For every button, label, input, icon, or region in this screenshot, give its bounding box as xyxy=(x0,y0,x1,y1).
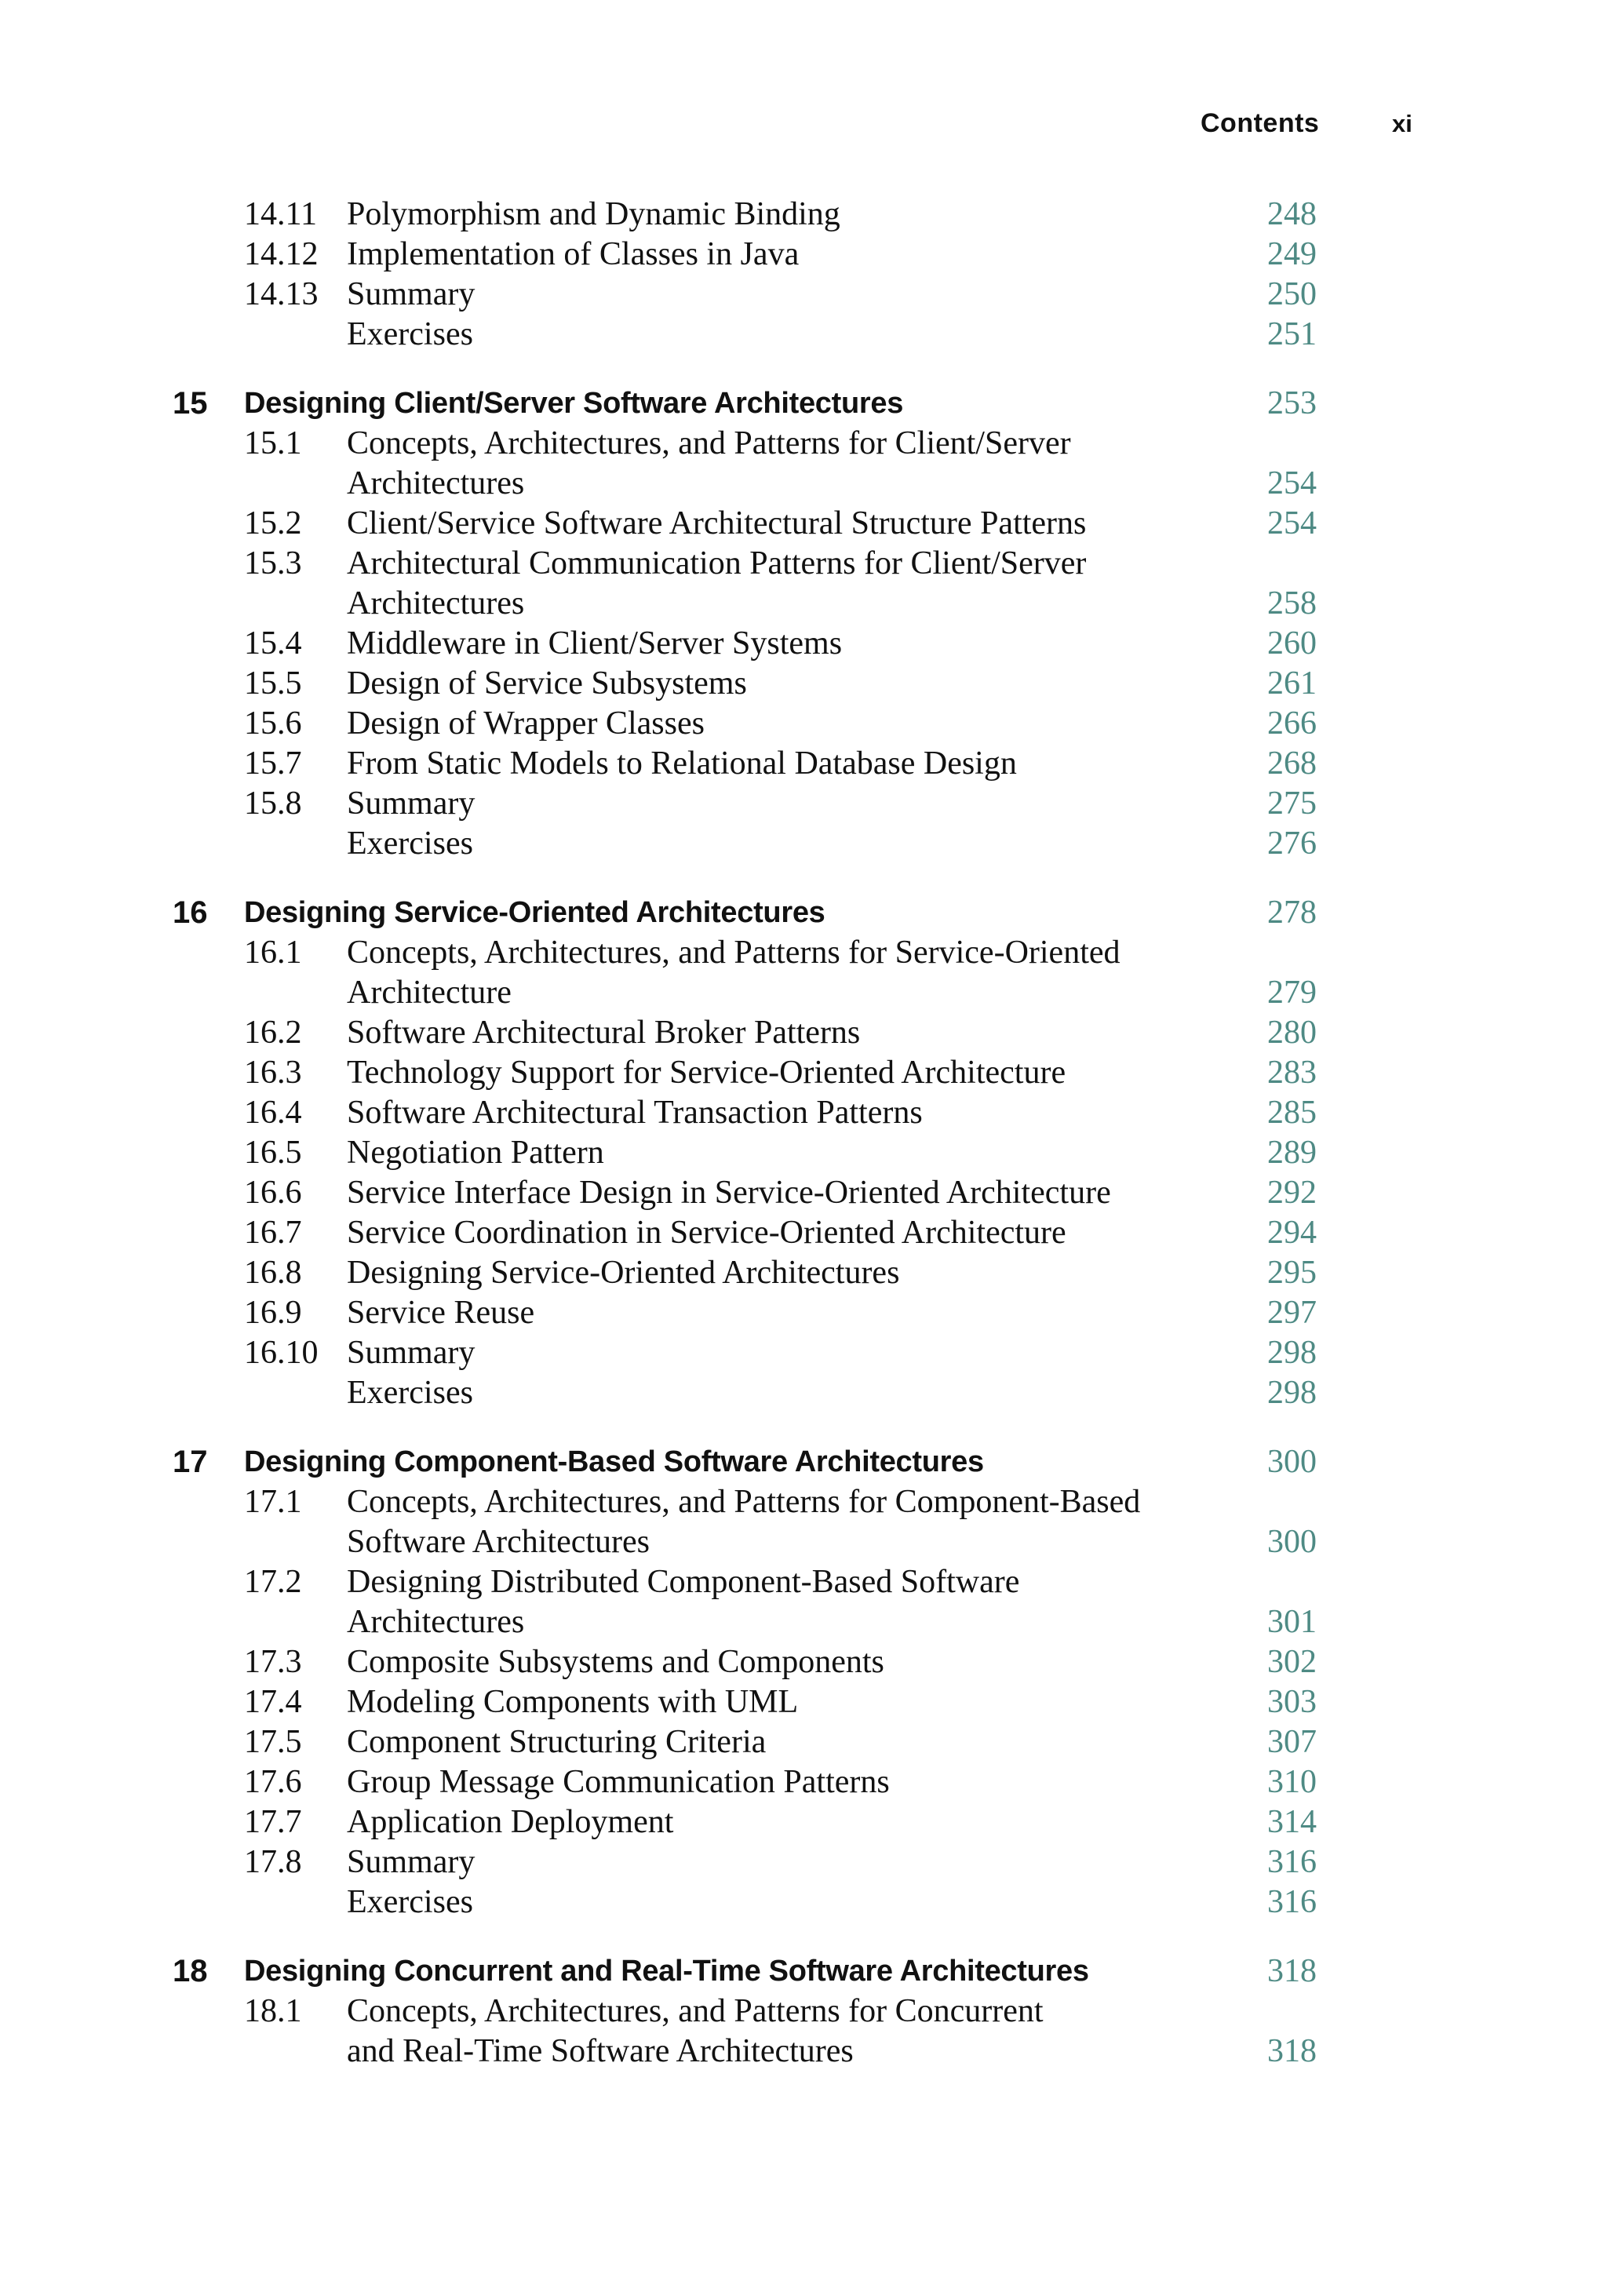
toc-entry[interactable] xyxy=(0,933,1607,973)
toc-entry-continuation[interactable] xyxy=(0,1522,1607,1562)
section-number: 15.2 xyxy=(244,505,302,541)
section-title: Group Message Communication Patterns xyxy=(347,1764,890,1800)
page-number: 260 xyxy=(1267,625,1317,661)
section-title: Exercises xyxy=(347,825,473,862)
section-title: Exercises xyxy=(347,1375,473,1411)
toc-entry[interactable] xyxy=(0,784,1607,824)
toc-entry[interactable] xyxy=(0,315,1607,355)
section-number: 15.4 xyxy=(244,625,302,661)
section-number: 18.1 xyxy=(244,1993,302,2029)
toc-entry-continuation[interactable] xyxy=(0,464,1607,504)
section-title: Component Structuring Criteria xyxy=(347,1724,767,1760)
page-number: 289 xyxy=(1267,1135,1317,1171)
toc-entry[interactable] xyxy=(0,1333,1607,1373)
page-number: 318 xyxy=(1267,1953,1317,1989)
page-number: 301 xyxy=(1267,1604,1317,1640)
section-number: 16.2 xyxy=(244,1015,302,1051)
page-number: 314 xyxy=(1267,1804,1317,1840)
page-number: 253 xyxy=(1267,385,1317,421)
section-title-continued: and Real-Time Software Architectures xyxy=(347,2033,854,2069)
section-title: Architectural Communication Patterns for Client/Server xyxy=(347,545,1087,581)
page-number: 266 xyxy=(1267,705,1317,742)
toc-entry[interactable] xyxy=(0,195,1607,235)
page-number: 254 xyxy=(1267,465,1317,501)
section-number: 16.7 xyxy=(244,1215,302,1251)
page-number: 292 xyxy=(1267,1175,1317,1211)
page-number: 280 xyxy=(1267,1015,1317,1051)
section-title: Concepts, Architectures, and Patterns for Component-Based xyxy=(347,1484,1141,1520)
section-number: 16.4 xyxy=(244,1095,302,1131)
section-number: 16.6 xyxy=(244,1175,302,1211)
toc-entry[interactable] xyxy=(0,1882,1607,1922)
section-title: From Static Models to Relational Database Design xyxy=(347,745,1017,782)
section-title: Design of Service Subsystems xyxy=(347,665,747,702)
page-number: 307 xyxy=(1267,1724,1317,1760)
page-number: 251 xyxy=(1267,316,1317,352)
page-number: 258 xyxy=(1267,585,1317,621)
section-title: Modeling Components with UML xyxy=(347,1684,799,1720)
section-title: Concepts, Architectures, and Patterns for Service-Oriented xyxy=(347,935,1121,971)
page-number: 303 xyxy=(1267,1684,1317,1720)
section-number: 15.7 xyxy=(244,745,302,782)
section-number: 16.8 xyxy=(244,1255,302,1291)
running-head-page-number: xi xyxy=(1392,110,1412,137)
toc-entry-continuation[interactable] xyxy=(0,1602,1607,1642)
section-number: 16.10 xyxy=(244,1335,319,1371)
section-title: Software Architectural Broker Patterns xyxy=(347,1015,861,1051)
section-number: 16.5 xyxy=(244,1135,302,1171)
toc-entry[interactable] xyxy=(0,275,1607,315)
chapter-number: 16 xyxy=(173,895,208,930)
toc-entry[interactable] xyxy=(0,704,1607,744)
section-title: Technology Support for Service-Oriented Architecture xyxy=(347,1055,1066,1091)
chapter-title: Designing Component-Based Software Architectures xyxy=(244,1445,984,1478)
page-number: 261 xyxy=(1267,665,1317,702)
chapter-title: Designing Client/Server Software Architectures xyxy=(244,387,904,420)
section-title: Concepts, Architectures, and Patterns for Client/Server xyxy=(347,425,1071,461)
toc-entry[interactable] xyxy=(0,1642,1607,1682)
page-number: 318 xyxy=(1267,2033,1317,2069)
page-number: 276 xyxy=(1267,825,1317,862)
page-number: 310 xyxy=(1267,1764,1317,1800)
toc-entry[interactable] xyxy=(0,1253,1607,1293)
section-number: 15.6 xyxy=(244,705,302,742)
toc-entry[interactable] xyxy=(0,544,1607,584)
section-title: Service Coordination in Service-Oriented Architecture xyxy=(347,1215,1066,1251)
chapter-heading-18[interactable] xyxy=(0,1952,1607,1992)
toc-entry[interactable] xyxy=(0,1562,1607,1602)
toc-entry[interactable] xyxy=(0,1762,1607,1802)
page-number: 283 xyxy=(1267,1055,1317,1091)
section-number: 17.6 xyxy=(244,1764,302,1800)
section-title: Summary xyxy=(347,1335,476,1371)
section-title: Negotiation Pattern xyxy=(347,1135,604,1171)
toc-entry[interactable] xyxy=(0,664,1607,704)
toc-entry[interactable] xyxy=(0,1802,1607,1842)
page-number: 294 xyxy=(1267,1215,1317,1251)
section-number: 17.2 xyxy=(244,1564,302,1600)
page-number: 249 xyxy=(1267,236,1317,272)
toc-entry[interactable] xyxy=(0,1053,1607,1093)
toc-entry[interactable] xyxy=(0,424,1607,464)
toc-entry[interactable] xyxy=(0,504,1607,544)
toc-entry-continuation[interactable] xyxy=(0,973,1607,1013)
chapter-number: 15 xyxy=(173,386,208,421)
toc-entry[interactable] xyxy=(0,624,1607,664)
section-number: 17.3 xyxy=(244,1644,302,1680)
toc-entry[interactable] xyxy=(0,744,1607,784)
page-number: 300 xyxy=(1267,1524,1317,1560)
section-title: Exercises xyxy=(347,316,473,352)
page-number: 316 xyxy=(1267,1844,1317,1880)
section-title: Software Architectural Transaction Patterns xyxy=(347,1095,923,1131)
section-number: 15.5 xyxy=(244,665,302,702)
section-title-continued: Architectures xyxy=(347,1604,525,1640)
page-number: 275 xyxy=(1267,785,1317,822)
section-number: 16.3 xyxy=(244,1055,302,1091)
section-title: Middleware in Client/Server Systems xyxy=(347,625,843,661)
section-number: 15.3 xyxy=(244,545,302,581)
chapter-number: 17 xyxy=(173,1445,208,1479)
page-number: 300 xyxy=(1267,1444,1317,1480)
section-title: Designing Distributed Component-Based Software xyxy=(347,1564,1020,1600)
toc-entry[interactable] xyxy=(0,1482,1607,1522)
section-title: Service Reuse xyxy=(347,1295,535,1331)
page-number: 268 xyxy=(1267,745,1317,782)
toc-entry[interactable] xyxy=(0,1173,1607,1213)
page-number: 278 xyxy=(1267,895,1317,931)
section-title: Service Interface Design in Service-Oriented Architecture xyxy=(347,1175,1111,1211)
section-number: 14.11 xyxy=(244,196,317,232)
section-title-continued: Software Architectures xyxy=(347,1524,650,1560)
table-of-contents xyxy=(0,195,1607,2072)
section-number: 17.7 xyxy=(244,1804,302,1840)
page-number: 298 xyxy=(1267,1335,1317,1371)
running-head-title: Contents xyxy=(1201,108,1320,138)
page-number: 297 xyxy=(1267,1295,1317,1331)
toc-entry-continuation[interactable] xyxy=(0,2032,1607,2072)
section-number: 15.1 xyxy=(244,425,302,461)
page-number: 279 xyxy=(1267,975,1317,1011)
section-title: Exercises xyxy=(347,1884,473,1920)
section-title: Concepts, Architectures, and Patterns for Concurrent xyxy=(347,1993,1044,2029)
section-number: 14.12 xyxy=(244,236,319,272)
chapter-title: Designing Concurrent and Real-Time Software Architectures xyxy=(244,1955,1089,1988)
section-title: Summary xyxy=(347,785,476,822)
toc-entry-continuation[interactable] xyxy=(0,584,1607,624)
page-number: 298 xyxy=(1267,1375,1317,1411)
page-number: 248 xyxy=(1267,196,1317,232)
running-head xyxy=(0,108,1607,143)
toc-entry[interactable] xyxy=(0,824,1607,864)
chapter-heading-17[interactable] xyxy=(0,1442,1607,1482)
section-title-continued: Architecture xyxy=(347,975,512,1011)
section-title: Summary xyxy=(347,276,476,312)
page-number: 250 xyxy=(1267,276,1317,312)
page-number: 285 xyxy=(1267,1095,1317,1131)
toc-entry[interactable] xyxy=(0,235,1607,275)
section-title: Design of Wrapper Classes xyxy=(347,705,705,742)
section-title: Implementation of Classes in Java xyxy=(347,236,800,272)
section-title-continued: Architectures xyxy=(347,465,525,501)
toc-entry[interactable] xyxy=(0,1133,1607,1173)
section-number: 16.1 xyxy=(244,935,302,971)
section-number: 14.13 xyxy=(244,276,319,312)
section-title: Summary xyxy=(347,1844,476,1880)
section-number: 17.5 xyxy=(244,1724,302,1760)
section-title: Designing Service-Oriented Architectures xyxy=(347,1255,900,1291)
toc-entry[interactable] xyxy=(0,1682,1607,1722)
toc-entry[interactable] xyxy=(0,1373,1607,1413)
section-number: 15.8 xyxy=(244,785,302,822)
toc-entry[interactable] xyxy=(0,1722,1607,1762)
page-number: 254 xyxy=(1267,505,1317,541)
section-title: Polymorphism and Dynamic Binding xyxy=(347,196,840,232)
page-number: 295 xyxy=(1267,1255,1317,1291)
toc-entry[interactable] xyxy=(0,1992,1607,2032)
section-title: Client/Service Software Architectural Structure Patterns xyxy=(347,505,1087,541)
page-number: 316 xyxy=(1267,1884,1317,1920)
chapter-heading-15[interactable] xyxy=(0,384,1607,424)
toc-entry[interactable] xyxy=(0,1293,1607,1333)
page-number: 302 xyxy=(1267,1644,1317,1680)
section-number: 16.9 xyxy=(244,1295,302,1331)
chapter-title: Designing Service-Oriented Architectures xyxy=(244,896,825,929)
section-number: 17.4 xyxy=(244,1684,302,1720)
section-title: Application Deployment xyxy=(347,1804,674,1840)
toc-entry[interactable] xyxy=(0,1213,1607,1253)
section-number: 17.1 xyxy=(244,1484,302,1520)
section-title-continued: Architectures xyxy=(347,585,525,621)
section-title: Composite Subsystems and Components xyxy=(347,1644,884,1680)
chapter-heading-16[interactable] xyxy=(0,893,1607,933)
toc-entry[interactable] xyxy=(0,1842,1607,1882)
toc-entry[interactable] xyxy=(0,1013,1607,1053)
toc-entry[interactable] xyxy=(0,1093,1607,1133)
chapter-number: 18 xyxy=(173,1954,208,1988)
section-number: 17.8 xyxy=(244,1844,302,1880)
